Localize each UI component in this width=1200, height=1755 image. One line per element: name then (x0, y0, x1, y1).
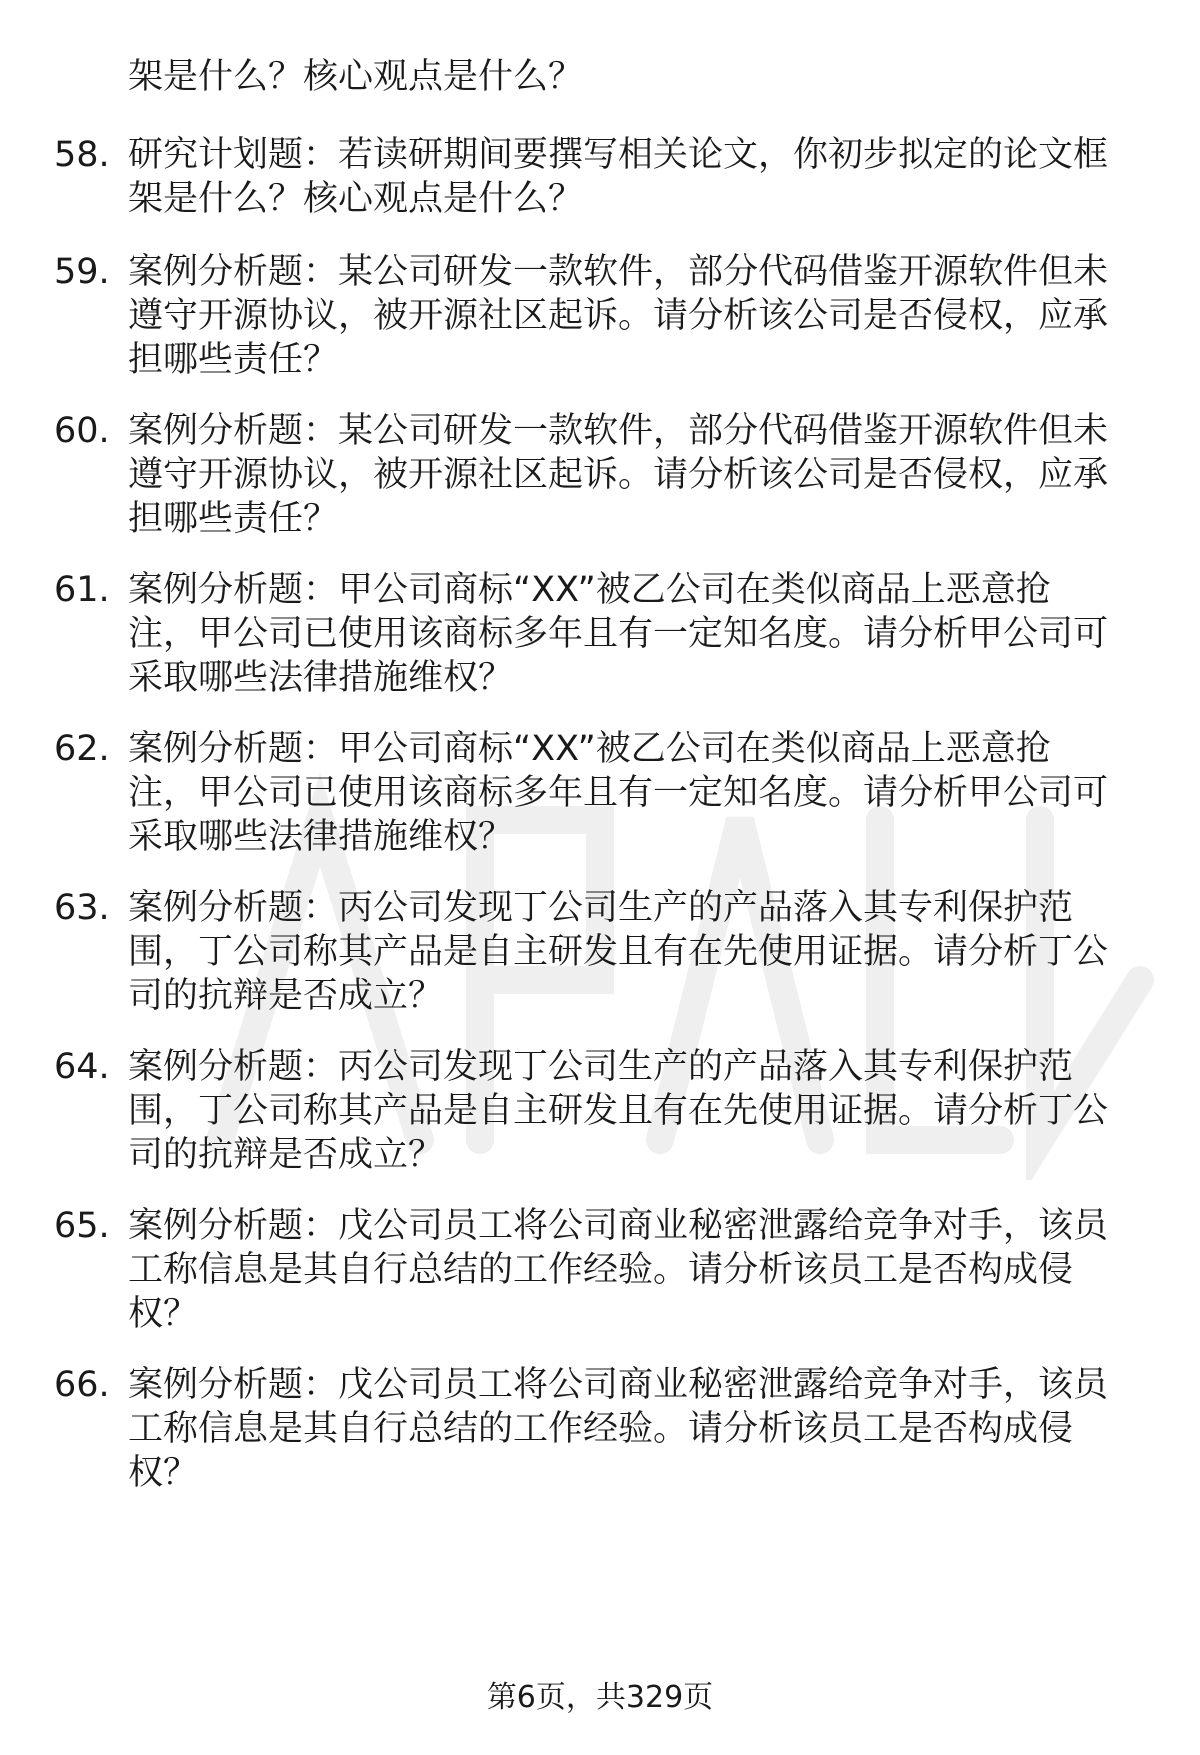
question-number: 58. (54, 135, 110, 175)
continuation-line: 架是什么？核心观点是什么？ (128, 57, 584, 97)
question-number: 65. (54, 1206, 110, 1246)
question-text-line: 采取哪些法律措施维权？ (128, 658, 514, 698)
question-text-line: 工称信息是其自行总结的工作经验。请分析该员工是否构成侵 (128, 1409, 1074, 1449)
question-text-line: 注，甲公司已使用该商标多年且有一定知名度。请分析甲公司可 (128, 773, 1109, 813)
question-number: 60. (54, 411, 110, 451)
question-text-line: 采取哪些法律措施维权？ (128, 817, 514, 857)
question-text-line: 权？ (128, 1294, 199, 1334)
question-text-line: 担哪些责任？ (128, 340, 339, 380)
question-text-line: 围，丁公司称其产品是自主研发且有在先使用证据。请分析丁公 (128, 1091, 1109, 1131)
question-text-line: 工称信息是其自行总结的工作经验。请分析该员工是否构成侵 (128, 1250, 1074, 1290)
question-text-line: 架是什么？核心观点是什么？ (128, 179, 584, 219)
question-text-line: 案例分析题：戊公司员工将公司商业秘密泄露给竞争对手，该员 (128, 1365, 1109, 1405)
question-text-line: 案例分析题：丙公司发现丁公司生产的产品落入其专利保护范 (128, 1047, 1074, 1087)
question-text-line: 司的抗辩是否成立？ (128, 1135, 444, 1175)
question-text-line: 案例分析题：甲公司商标“XX”被乙公司在类似商品上恶意抢 (128, 729, 1051, 769)
question-number: 64. (54, 1047, 110, 1087)
question-text-line: 围，丁公司称其产品是自主研发且有在先使用证据。请分析丁公 (128, 932, 1109, 972)
question-text-line: 遵守开源协议，被开源社区起诉。请分析该公司是否侵权，应承 (128, 455, 1109, 495)
question-number: 59. (54, 252, 110, 292)
question-text-line: 案例分析题：戊公司员工将公司商业秘密泄露给竞争对手，该员 (128, 1206, 1109, 1246)
question-text-line: 遵守开源协议，被开源社区起诉。请分析该公司是否侵权，应承 (128, 296, 1109, 336)
question-text-line: 案例分析题：某公司研发一款软件，部分代码借鉴开源软件但未 (128, 252, 1109, 292)
question-text-line: 司的抗辩是否成立？ (128, 976, 444, 1016)
question-number: 61. (54, 570, 110, 610)
question-text-line: 注，甲公司已使用该商标多年且有一定知名度。请分析甲公司可 (128, 614, 1109, 654)
question-number: 63. (54, 888, 110, 928)
question-number: 62. (54, 729, 110, 769)
page-indicator: 第6页，共329页 (486, 1680, 714, 1715)
question-text-line: 案例分析题：某公司研发一款软件，部分代码借鉴开源软件但未 (128, 411, 1109, 451)
question-text-line: 权？ (128, 1453, 199, 1493)
question-text-line: 研究计划题：若读研期间要撰写相关论文，你初步拟定的论文框 (128, 135, 1109, 175)
question-text-line: 案例分析题：甲公司商标“XX”被乙公司在类似商品上恶意抢 (128, 570, 1051, 610)
question-text-line: 担哪些责任？ (128, 499, 339, 539)
question-number: 66. (54, 1365, 110, 1405)
question-text-line: 案例分析题：丙公司发现丁公司生产的产品落入其专利保护范 (128, 888, 1074, 928)
